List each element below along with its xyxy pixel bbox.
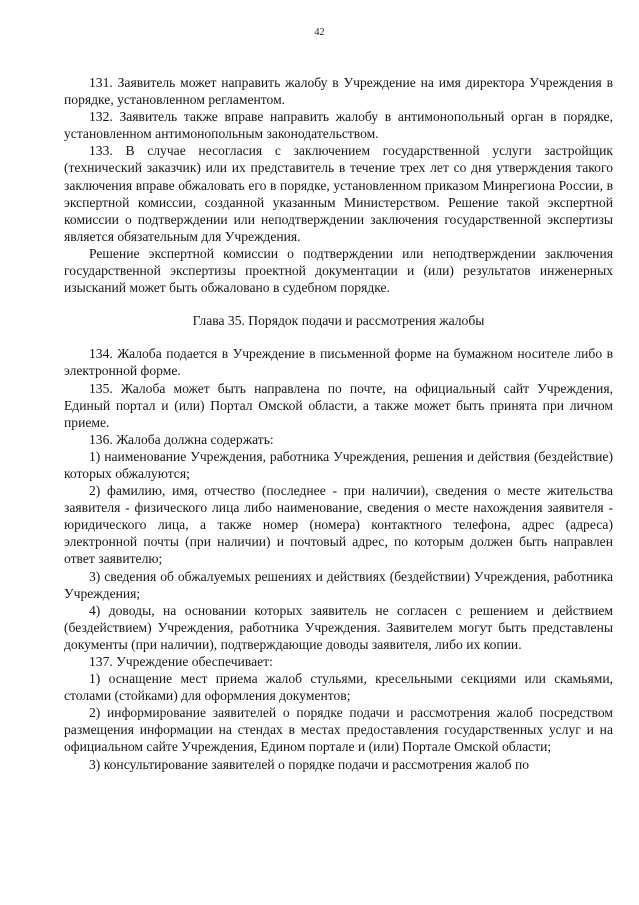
paragraph-136: 136. Жалоба должна содержать:: [89, 431, 274, 447]
paragraph-137: 137. Учреждение обеспечивает:: [89, 654, 273, 669]
paragraph-137-item-3: 3) консультирование заявителей о порядке подачи и рассмотрения жалоб по: [89, 756, 530, 772]
paragraph-137-item-1: 1) оснащение мест приема жалоб стульями, кресельными секциями или скамьями, столами (стойками) для оформления документов;: [64, 671, 613, 704]
paragraph-131: 131. Заявитель может направить жалобу в Учреждение на имя директора Учреждения в порядке, установленном регламентом.: [64, 75, 613, 108]
paragraph-136-item-2: 2) фамилию, имя, отчество (последнее - при наличии), сведения о месте жительства заявителя - физического лица либо наименование, сведения о месте нахождения заявителя - юридического лица, а также номер (номера) контактного телефона, адрес (адреса) электронной почты (при наличии) и почтовый адрес, по которым должен быть направлен ответ заявителю;: [64, 483, 613, 567]
paragraph-137-item-2: 2) информирование заявителей о порядке подачи и рассмотрения жалоб посредством размещения информации на стендах в местах предоставления государственных услуг и на официальном сайте Учреждения, Едином портале и (или) Портале Омской области;: [64, 705, 613, 755]
paragraph-134: 134. Жалоба подается в Учреждение в письменной форме на бумажном носителе либо в электронной форме.: [64, 346, 613, 379]
chapter-title: Глава 35. Порядок подачи и рассмотрения жалобы: [192, 313, 485, 329]
document-body: [64, 74, 613, 773]
paragraph-136-item-3: 3) сведения об обжалуемых решениях и действиях (бездействии) Учреждения, работника Учреждения;: [64, 568, 613, 601]
paragraph-133: 133. В случае несогласия с заключением государственной услуги застройщик (технический заказчик) или их представитель в течение трех лет со дня утверждения такого заключения вправе обжаловать его в порядке, установленном приказом Минрегиона России, в экспертной комиссии, созданной указанным Министерством. Решение такой экспертной комиссии о подтверждении или неподтверждении заключения государственной экспертизы является обязательным для Учреждения.: [64, 143, 613, 244]
paragraph-136-item-4: 4) доводы, на основании которых заявитель не согласен с решением и действием (бездействием) Учреждения, работника Учреждения. Заявителем могут быть представлены документы (при наличии), подтверждающие доводы заявителя, либо их копии.: [64, 602, 613, 652]
paragraph-132: 132. Заявитель также вправе направить жалобу в антимонопольный орган в порядке, установленном антимонопольным законодательством.: [64, 109, 613, 142]
page-number: 42: [314, 27, 325, 38]
paragraph-136-item-1: 1) наименование Учреждения, работника Учреждения, решения и действия (бездействие) которых обжалуются;: [64, 448, 613, 481]
paragraph-133-decision: Решение экспертной комиссии о подтверждении или неподтверждении заключения государственной экспертизы проектной документации и (или) результатов инженерных изысканий может быть обжаловано в судебном порядке.: [64, 245, 613, 296]
paragraph-135: 135. Жалоба может быть направлена по почте, на официальный сайт Учреждения, Единый портал и (или) Портал Омской области, а также может быть принята при личном приеме.: [64, 380, 613, 430]
